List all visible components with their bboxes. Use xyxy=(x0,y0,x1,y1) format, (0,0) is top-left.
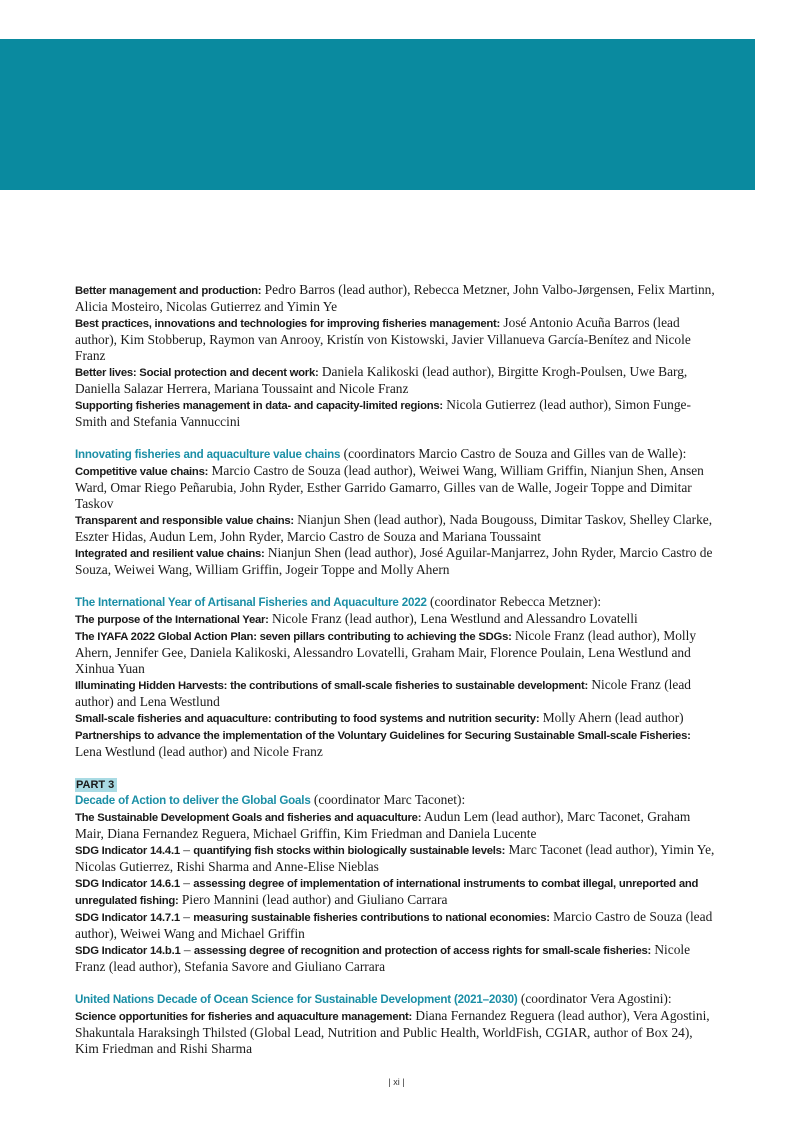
entry-label: The Sustainable Development Goals and fisheries and aquaculture: xyxy=(75,812,422,824)
entry xyxy=(75,611,715,628)
entry xyxy=(75,909,715,942)
entry-text: Daniela Kalikoski (lead author), Birgitte Krogh-Poulsen, Uwe Barg, Daniella Salazar Herrera, Mariana Toussaint and Nicole Franz xyxy=(75,364,688,396)
entry xyxy=(75,677,715,710)
entry-label: The IYAFA 2022 Global Action Plan: seven pillars contributing to achieving the SDGs: xyxy=(75,631,512,643)
entry-text: Marc Taconet (lead author), Yimin Ye, Nicolas Gutierrez, Rishi Sharma and Anne-Elise Nieblas xyxy=(75,842,715,874)
entry-separator: – xyxy=(179,875,194,890)
entry-label: Transparent and responsible value chains: xyxy=(75,515,294,527)
entry-separator: – xyxy=(179,909,194,924)
header-banner xyxy=(0,39,755,190)
entry-text: Marcio Castro de Souza (lead author), Weiwei Wang, William Griffin, Nianjun Shen, Ansen Ward, Omar Riego Peñarubia, John Ryder, Esther Garrido Gamarro, Gilles van de Walle, Jogeir Toppe and Dimitar Taskov xyxy=(75,463,704,511)
entry-text: Nicole Franz (lead author), Molly Ahern, Jennifer Gee, Daniela Kalikoski, Alessandro Lovatelli, Graham Mair, Florence Poulain, Lena Westlund and Xinhua Yuan xyxy=(75,628,697,676)
entry-text: Pedro Barros (lead author), Rebecca Metzner, John Valbo-Jørgensen, Felix Martinn, Alicia Mosteiro, Nicolas Gutierrez and Yimin Ye xyxy=(75,282,715,314)
entry xyxy=(75,727,715,760)
entry-text: Marcio Castro de Souza (lead author), Weiwei Wang and Michael Griffin xyxy=(75,909,713,941)
entry-label: SDG Indicator 14.7.1 xyxy=(75,912,180,924)
entry xyxy=(75,710,715,727)
section-heading: United Nations Decade of Ocean Science for Sustainable Development (2021–2030) xyxy=(75,993,518,1006)
entry-text: José Antonio Acuña Barros (lead author), Kim Stobberup, Raymon van Anrooy, Kristín von Kistowski, Javier Villanueva García-Benítez and Nicole Franz xyxy=(75,315,691,363)
entry-text: Nianjun Shen (lead author), Nada Bougouss, Dimitar Taskov, Shelley Clarke, Eszter Hidas, Audun Lem, John Ryder, Marcio Castro de Souza and Mariana Toussaint xyxy=(75,512,713,544)
entry-label: Best practices, innovations and technologies for improving fisheries management: xyxy=(75,318,501,330)
acknowledgements-body xyxy=(75,282,715,1057)
entry-label: Competitive value chains: xyxy=(75,466,209,478)
entry-separator: – xyxy=(180,942,194,957)
entry xyxy=(75,364,715,397)
entry-label: Supporting fisheries management in data- and capacity-limited regions: xyxy=(75,400,443,412)
part-tag: PART 3 xyxy=(75,778,117,792)
section-heading-line xyxy=(75,446,715,463)
entry xyxy=(75,628,715,677)
section-coordinators: (coordinator Rebecca Metzner): xyxy=(426,594,602,609)
entry-text: Lena Westlund (lead author) and Nicole Franz xyxy=(75,744,323,759)
entry xyxy=(75,809,715,842)
entry-label: SDG Indicator 14.b.1 xyxy=(75,945,181,957)
entry-text: Nianjun Shen (lead author), José Aguilar-Manjarrez, John Ryder, Marcio Castro de Souza, Weiwei Wang, William Griffin, Jogeir Toppe and Molly Ahern xyxy=(75,545,713,577)
entry-label: Better management and production: xyxy=(75,285,262,297)
entry-label-detail: measuring sustainable fisheries contributions to national economies: xyxy=(193,912,550,924)
entry-label: Science opportunities for fisheries and aquaculture management: xyxy=(75,1011,413,1023)
entry-label-detail: assessing degree of implementation of international instruments to combat illegal, unreported and unregulated fishing: xyxy=(75,878,699,907)
section-coordinators: (coordinator Vera Agostini): xyxy=(517,991,672,1006)
entry xyxy=(75,875,715,909)
entry-text: Molly Ahern (lead author) xyxy=(539,710,684,725)
entry xyxy=(75,282,715,315)
entry xyxy=(75,1008,715,1057)
entry-text: Diana Fernandez Reguera (lead author), Vera Agostini, Shakuntala Haraksingh Thilsted (Global Lead, Nutrition and Public Health, WorldFish, CGIAR, author of Box 24), Kim Friedman and Rishi Sharma xyxy=(75,1008,710,1056)
entry-text: Nicole Franz (lead author) and Lena Westlund xyxy=(75,677,691,709)
entry-separator: – xyxy=(179,842,194,857)
entry-label: Integrated and resilient value chains: xyxy=(75,548,265,560)
entry-label-detail: quantifying fish stocks within biologically sustainable levels: xyxy=(193,845,506,857)
entry xyxy=(75,942,715,975)
entry-text: Nicola Gutierrez (lead author), Simon Funge-Smith and Stefania Vannuccini xyxy=(75,397,691,429)
section-heading-line xyxy=(75,792,715,809)
page-number: | xi | xyxy=(388,1077,405,1087)
entry-text: Piero Mannini (lead author) and Giuliano Carrara xyxy=(178,892,448,907)
entry-text: Nicole Franz (lead author), Stefania Savore and Giuliano Carrara xyxy=(75,942,691,974)
section-heading: Decade of Action to deliver the Global Goals xyxy=(75,794,311,807)
entry xyxy=(75,545,715,578)
entry-label-detail: assessing degree of recognition and protection of access rights for small-scale fisheries: xyxy=(193,945,652,957)
entry-label: Small-scale fisheries and aquaculture: contributing to food systems and nutrition security: xyxy=(75,713,540,725)
entry-label: Illuminating Hidden Harvests: the contributions of small-scale fisheries to sustainable development: xyxy=(75,680,588,692)
entry-label: SDG Indicator 14.6.1 xyxy=(75,878,180,890)
entry-label: The purpose of the International Year: xyxy=(75,614,269,626)
section-heading: The International Year of Artisanal Fisheries and Aquaculture 2022 xyxy=(75,596,427,609)
entry xyxy=(75,315,715,364)
entry xyxy=(75,463,715,512)
entry-label: Partnerships to advance the implementation of the Voluntary Guidelines for Securing Sustainable Small-scale Fisheries: xyxy=(75,730,691,742)
entry xyxy=(75,397,715,430)
entry-text: Audun Lem (lead author), Marc Taconet, Graham Mair, Diana Fernandez Reguera, Michael Griffin, Kim Friedman and Daniela Lucente xyxy=(75,809,691,841)
section-heading-line xyxy=(75,991,715,1008)
part-tag-line xyxy=(75,776,715,792)
section-coordinators: (coordinator Marc Taconet): xyxy=(310,792,466,807)
entry-label: SDG Indicator 14.4.1 xyxy=(75,845,180,857)
section-heading-line xyxy=(75,594,715,611)
entry-label: Better lives: Social protection and decent work: xyxy=(75,367,319,379)
section-heading: Innovating fisheries and aquaculture value chains xyxy=(75,448,341,461)
entry xyxy=(75,512,715,545)
entry-text: Nicole Franz (lead author), Lena Westlund and Alessandro Lovatelli xyxy=(268,611,638,626)
entry xyxy=(75,842,715,875)
section-coordinators: (coordinators Marcio Castro de Souza and Gilles van de Walle): xyxy=(340,446,687,461)
